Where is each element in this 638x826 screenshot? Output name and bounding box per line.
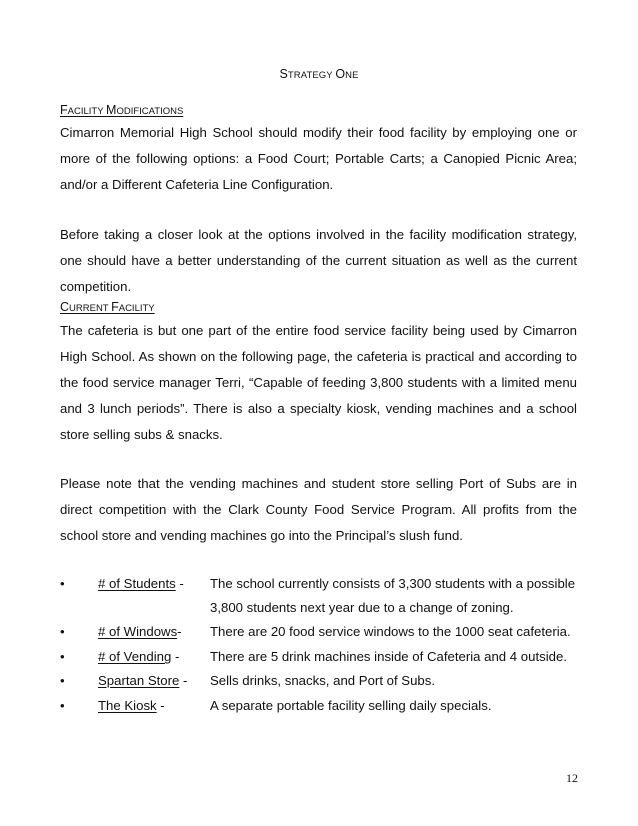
bullet-term: [98, 572, 184, 596]
term-separator: -: [171, 649, 180, 664]
term-label: The Kiosk: [98, 698, 157, 713]
heading-rest-2: ODIFICATIONS: [116, 106, 184, 117]
description-line: There are 20 food service windows to the 1000 seat cafeteria.: [210, 624, 571, 639]
term-separator: -: [175, 576, 184, 591]
term-label: # of Windows: [98, 624, 178, 639]
title-rest-2: NE: [345, 70, 359, 81]
bullet-icon: •: [60, 673, 65, 688]
description-line: There are 5 drink machines inside of Cafeteria and 4 outside.: [210, 649, 567, 664]
description-line: 3,800 students next year due to a change of zoning.: [210, 600, 514, 615]
term-separator: -: [177, 624, 182, 639]
description-line: The school currently consists of 3,300 students with a possible: [210, 576, 576, 591]
term-label: # of Vending: [98, 649, 172, 664]
bullet-description: [210, 669, 580, 693]
term-label: Spartan Store: [98, 673, 180, 688]
heading-initial-2: F: [111, 300, 119, 314]
heading-rest-1: ACILITY: [67, 106, 107, 117]
paragraph-note: Please note that the vending machines and student store selling Port of Subs are in direct competition with the Clark County Food Service Program. All profits from the school store and vending machines go into the Principal’s slush fund.: [60, 476, 577, 543]
paragraph-intro: Cimarron Memorial High School should modify their food facility by employing one or more of the following options: a Food Court; Portable Carts; a Canopied Picnic Area; and/or a Different Cafeteria Line Configuration.: [60, 125, 577, 192]
section-heading-current-facility: [60, 300, 155, 314]
title-initial-1: S: [279, 67, 288, 81]
bullet-term: [98, 620, 182, 644]
bullet-icon: •: [60, 649, 65, 664]
bullet-description: [210, 694, 580, 718]
bullet-description: [210, 645, 580, 669]
heading-rest-1: URRENT: [69, 303, 112, 314]
title-rest-1: TRATEGY: [287, 70, 336, 81]
bullet-term: [98, 645, 179, 669]
heading-initial-1: C: [60, 300, 70, 314]
bullet-description: [210, 572, 580, 620]
bullet-term: [98, 669, 187, 693]
paragraph-cafeteria: The cafeteria is but one part of the entire food service facility being used by Cimarron High School. As shown on the following page, the cafeteria is practical and according to the food service manager Terri, “Capable of feeding 3,800 students with a limited menu and 3 lunch periods”. There is also a specialty kiosk, vending machines and a school store selling subs & snacks.: [60, 323, 577, 442]
bullet-icon: •: [60, 624, 65, 639]
page-number: 12: [566, 771, 578, 785]
title-initial-2: O: [335, 67, 346, 81]
heading-initial-2: M: [106, 103, 117, 117]
heading-initial-1: F: [60, 103, 68, 117]
description-line: Sells drinks, snacks, and Port of Subs.: [210, 673, 436, 688]
description-line: A separate portable facility selling daily specials.: [210, 698, 492, 713]
bullet-icon: •: [60, 576, 65, 591]
term-separator: -: [179, 673, 188, 688]
bullet-description: [210, 620, 580, 644]
page-title: [0, 67, 638, 81]
heading-rest-2: ACILITY: [118, 303, 155, 314]
section-heading-facility-modifications: [60, 103, 183, 117]
term-separator: -: [156, 698, 165, 713]
bullet-icon: •: [60, 698, 65, 713]
paragraph-before: Before taking a closer look at the options involved in the facility modification strategy, one should have a better understanding of the current situation as well as the current competition.: [60, 227, 577, 294]
bullet-term: [98, 694, 165, 718]
term-label: # of Students: [98, 576, 176, 591]
